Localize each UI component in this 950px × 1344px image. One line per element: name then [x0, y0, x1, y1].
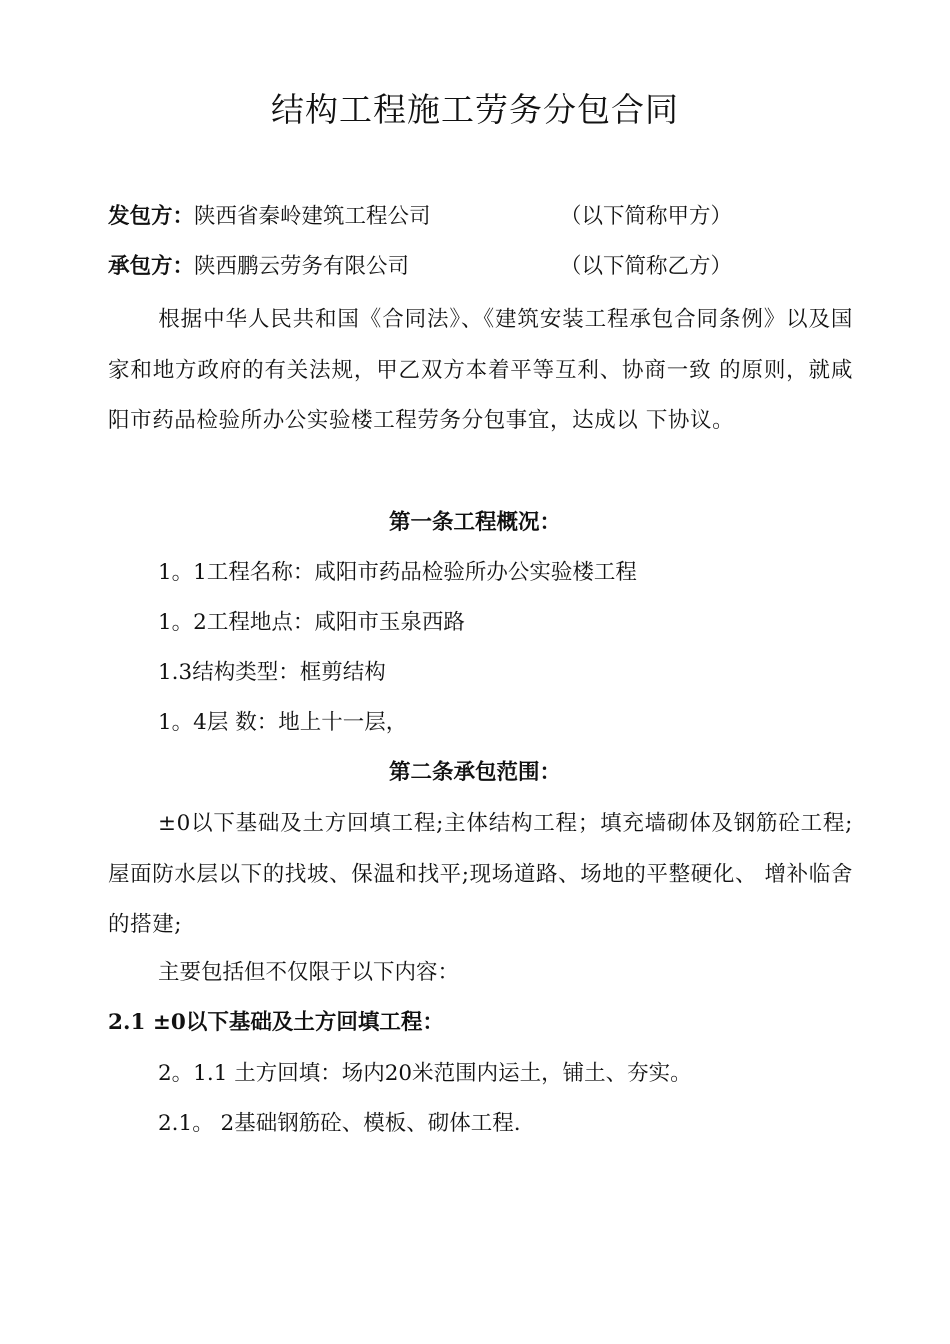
preamble-paragraph — [108, 295, 853, 447]
party-contractor-name: 陕西鹏云劳务有限公司 — [194, 254, 410, 279]
preamble-text: 根据中华人民共和国《合同法》、《建筑安装工程承包合同条例》以及国家和地方政府的有关法规，甲乙双方本着平等互利、协商一致 的原则，就咸阳市药品检验所办公实验楼工程劳务分包事宜，达成以 下协议。 — [108, 307, 853, 433]
article1-item: 1.3结构类型：框剪结构 — [158, 660, 386, 685]
sub-item: 2。1.1 土方回填：场内20米范围内运土，铺土、夯实。 — [158, 1061, 692, 1086]
scope-text: ±0以下基础及土方回填工程;主体结构工程；填充墙砌体及钢筋砼工程;屋面防水层以下的找坡、保温和找平;现场道路、场地的平整硬化、 增补临舍的搭建; — [108, 811, 853, 937]
article2-heading: 第二条承包范围： — [388, 760, 561, 785]
article1-heading: 第一条工程概况： — [388, 510, 561, 535]
party-employer — [108, 192, 853, 242]
party-employer-note: （以下简称甲方） — [560, 204, 733, 229]
party-contractor — [108, 242, 853, 292]
party-contractor-note: （以下简称乙方） — [560, 254, 733, 279]
article1-item: 1。2工程地点：咸阳市玉泉西路 — [158, 610, 465, 635]
party-contractor-label: 承包方： — [108, 254, 195, 279]
sub-item: 2.1。 2基础钢筋砼、模板、砌体工程. — [158, 1111, 521, 1136]
section-2-1-heading: 2.1 ±0以下基础及土方回填工程： — [108, 1010, 444, 1035]
scope-paragraph — [108, 799, 853, 951]
article1-item: 1。1工程名称：咸阳市药品检验所办公实验楼工程 — [158, 560, 637, 585]
scope-intro: 主要包括但不仅限于以下内容： — [158, 960, 460, 985]
article1-item: 1。4层 数：地上十一层， — [158, 710, 408, 735]
document-title: 结构工程施工劳务分包合同 — [271, 90, 679, 129]
party-employer-label: 发包方： — [108, 204, 195, 229]
party-employer-name: 陕西省秦岭建筑工程公司 — [194, 204, 431, 229]
